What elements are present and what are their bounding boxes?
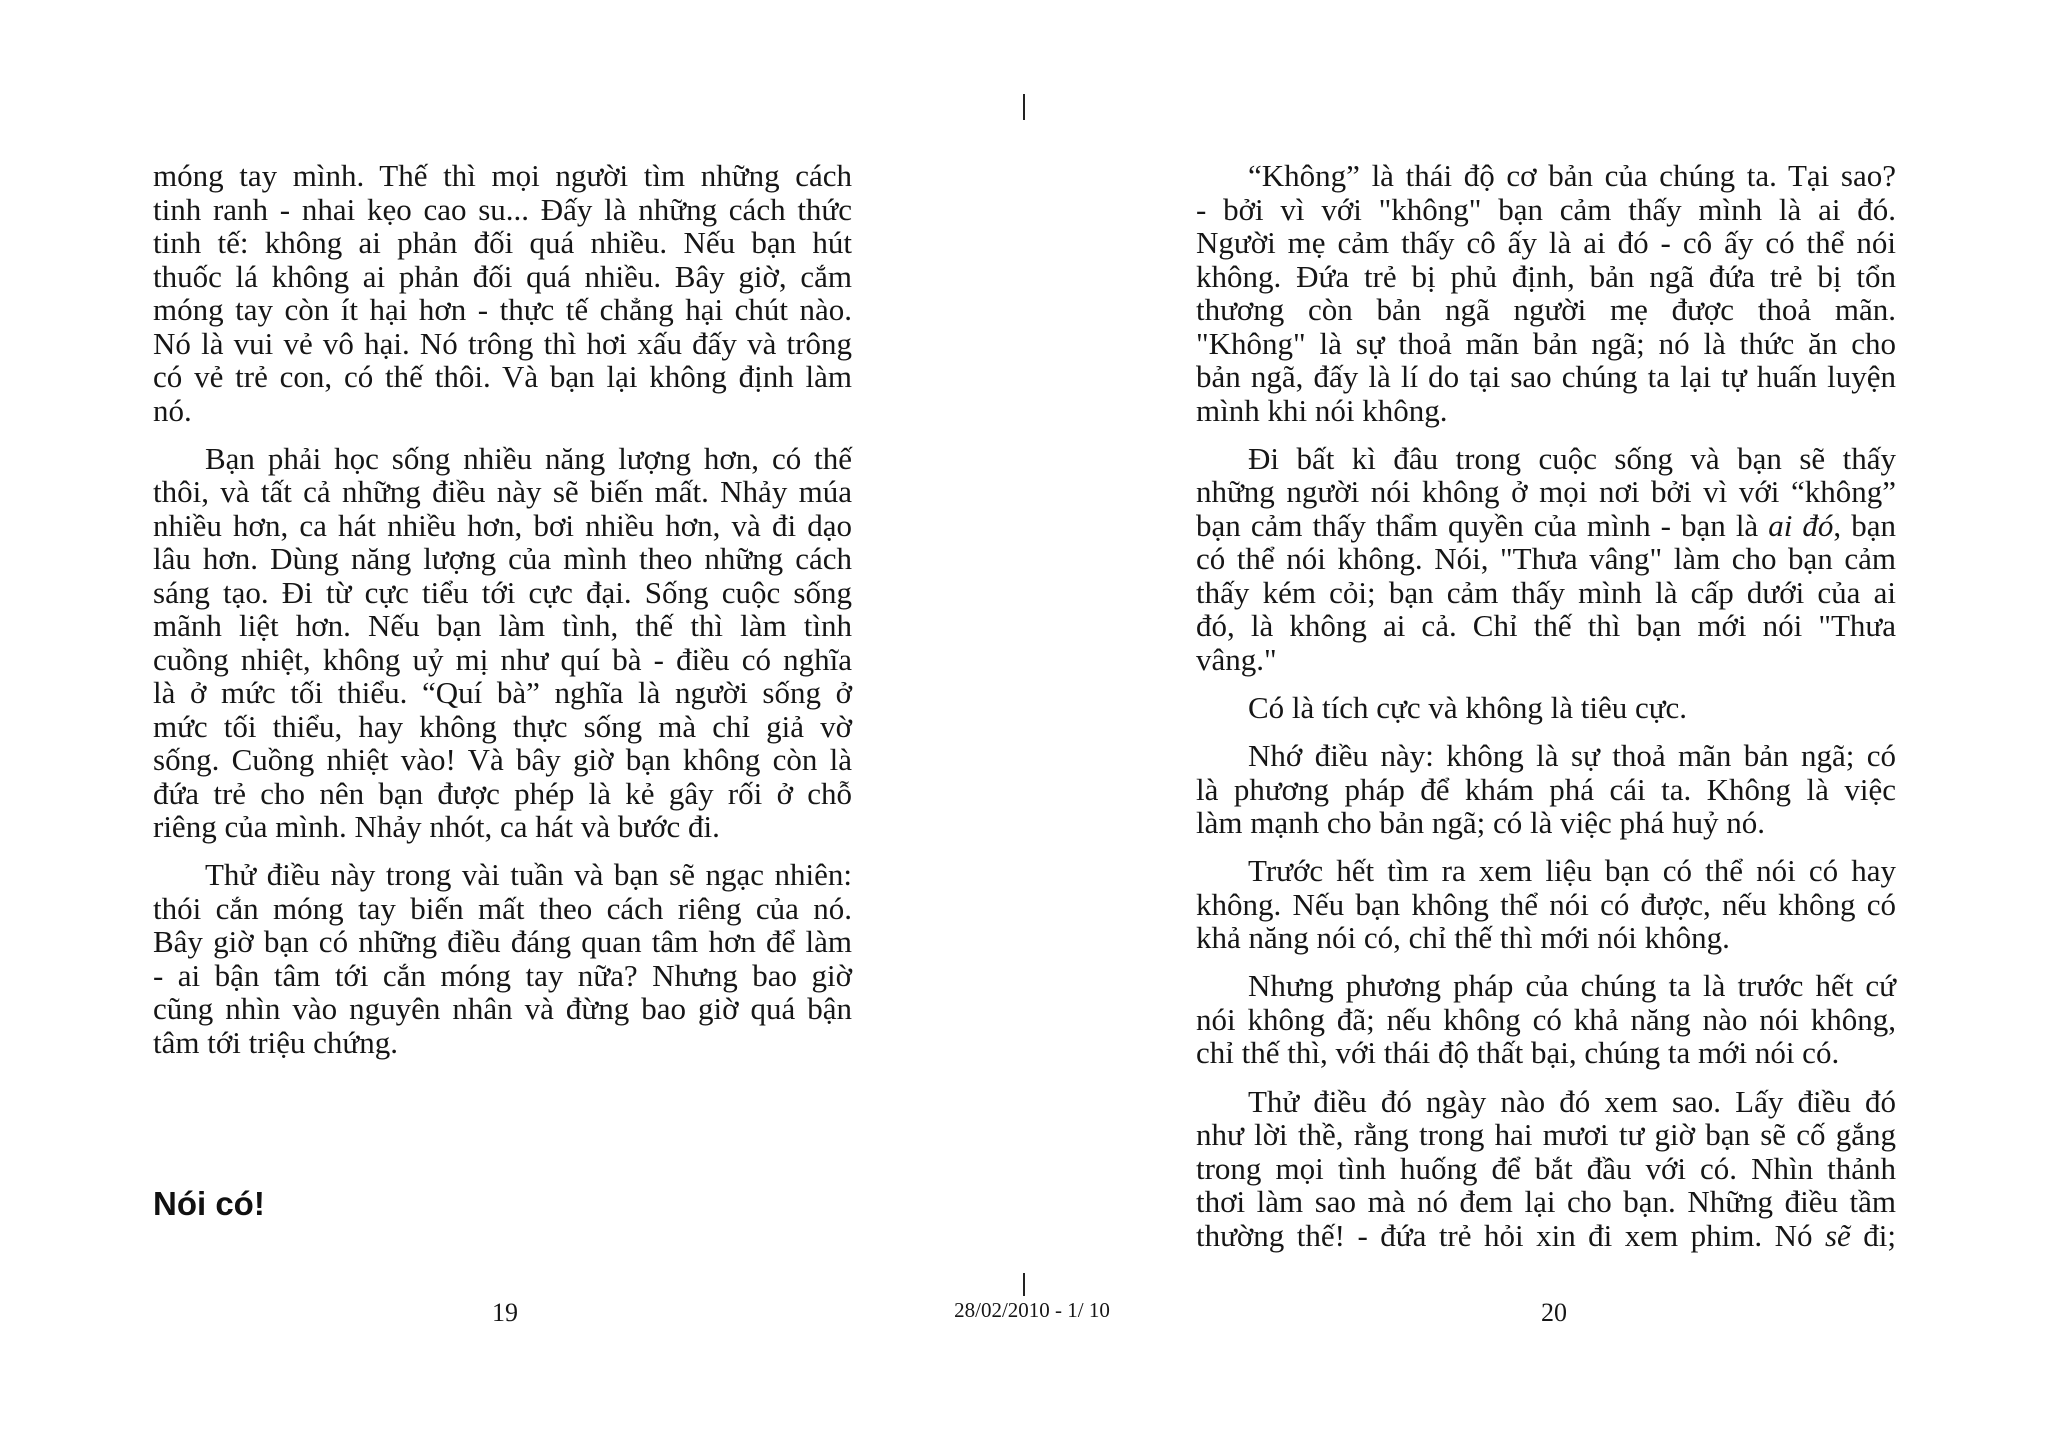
text-line: không. Nếu bạn không thể nói có được, nếu không có <box>1196 886 1896 922</box>
emphasis-text: ai đó <box>1768 507 1834 543</box>
text-line: có thể nói không. Nói, "Thưa vâng" làm cho bạn cảm <box>1196 541 1896 577</box>
text-line: nhiều hơn, ca hát nhiều hơn, bơi nhiều hơn, và đi dạo <box>153 507 852 543</box>
text-line: thôi, và tất cả những điều này sẽ biến mất. Nhảy múa <box>153 474 852 510</box>
text-line: làm mạnh cho bản ngã; có là việc phá huỷ nó. <box>1196 805 1766 841</box>
text-line: Đi bất kì đâu trong cuộc sống và bạn sẽ thấy <box>1248 440 1896 476</box>
page-number-left: 19 <box>492 1298 518 1327</box>
text-line: đứa trẻ cho nên bạn được phép là kẻ gây rối ở chỗ <box>153 775 852 811</box>
paragraph <box>153 159 852 427</box>
paragraph <box>153 858 852 1059</box>
text-line: Thử điều đó ngày nào đó xem sao. Lấy điều đó <box>1248 1083 1896 1119</box>
right-page <box>1024 0 2048 1448</box>
paragraph <box>1196 854 1896 955</box>
text-line: Người mẹ cảm thấy cô ấy là ai đó - cô ấy có thể nói <box>1196 225 1896 260</box>
paragraph <box>1196 442 1896 677</box>
text-line: mãnh liệt hơn. Nếu bạn làm tình, thế thì làm tình <box>153 608 852 644</box>
section-heading: Nói có! <box>153 1185 265 1222</box>
text-line: tâm tới triệu chứng. <box>153 1024 398 1060</box>
paragraph <box>1196 1085 1896 1253</box>
text-line: thấy kém cỏi; bạn cảm thấy mình là cấp dưới của ai <box>1196 574 1896 610</box>
text-line <box>1196 1219 1896 1253</box>
text-line: có vẻ trẻ con, có thế thôi. Và bạn lại không định làm <box>153 359 852 394</box>
text-line: khả năng nói có, chỉ thế thì mới nói không. <box>1196 920 1730 956</box>
text-run: đi; <box>1850 1217 1897 1253</box>
text-line: những người nói không ở mọi nơi bởi vì với “không” <box>1196 474 1896 510</box>
text-line: - ai bận tâm tới cắn móng tay nữa? Nhưng bao giờ <box>153 957 852 993</box>
text-line: “Không” là thái độ cơ bản của chúng ta. Tại sao? <box>1248 158 1896 193</box>
text-line: đó, là không ai cả. Chỉ thế thì bạn mới nói "Thưa <box>1196 608 1896 644</box>
text-line: móng tay mình. Thế thì mọi người tìm những cách <box>153 158 852 193</box>
text-line: Trước hết tìm ra xem liệu bạn có thể nói có hay <box>1248 853 1896 889</box>
text-line <box>1196 509 1896 543</box>
left-page-text-column <box>153 159 852 1074</box>
text-line: Bây giờ bạn có những điều đáng quan tâm hơn để làm <box>153 924 852 960</box>
text-run: thường thế! - đứa trẻ hỏi xin đi xem phim. Nó <box>1196 1217 1825 1253</box>
text-line: lâu hơn. Dùng năng lượng của mình theo những cách <box>153 541 852 577</box>
text-line: là ở mức tối thiểu. “Quí bà” nghĩa là người sống ở <box>153 675 852 711</box>
text-line: thơi làm sao mà nó đem lại cho bạn. Những điều tầm <box>1196 1184 1896 1220</box>
text-line: Nhớ điều này: không là sự thoả mãn bản ngã; có <box>1248 738 1896 774</box>
paragraph <box>1196 159 1896 427</box>
text-line: vâng." <box>1196 641 1277 677</box>
page-number-right: 20 <box>1541 1298 1567 1327</box>
text-line: Bạn phải học sống nhiều năng lượng hơn, có thế <box>205 440 852 476</box>
text-run: , bạn <box>1833 507 1896 543</box>
text-line: thương còn bản ngã người mẹ được thoả mãn. <box>1196 292 1896 327</box>
text-line: riêng của mình. Nhảy nhót, ca hát và bước đi. <box>153 809 720 845</box>
text-run: bạn cảm thấy thẩm quyền của mình - bạn là <box>1196 507 1769 543</box>
text-line: không. Đứa trẻ bị phủ định, bản ngã đứa trẻ bị tổn <box>1196 258 1896 294</box>
text-line: Thử điều này trong vài tuần và bạn sẽ ngạc nhiên: <box>205 857 852 893</box>
paragraph <box>1196 739 1896 840</box>
emphasis-text: sẽ <box>1824 1217 1851 1253</box>
text-line: Nó là vui vẻ vô hại. Nó trông thì hơi xấu đấy và trông <box>153 325 852 361</box>
text-line: như lời thề, rằng trong hai mươi tư giờ bạn sẽ cố gắng <box>1196 1117 1896 1153</box>
text-line: tinh tế: không ai phản đối quá nhiều. Nếu bạn hút <box>153 225 852 260</box>
right-page-text-column <box>1196 159 1896 1267</box>
text-line: sáng tạo. Đi từ cực tiểu tới cực đại. Sống cuộc sống <box>153 574 852 610</box>
text-line: mình khi nói không. <box>1196 392 1448 428</box>
text-line: là phương pháp để khám phá cái ta. Không là việc <box>1196 771 1896 807</box>
paragraph <box>1196 691 1896 725</box>
text-line: bản ngã, đấy là lí do tại sao chúng ta lại tự huấn luyện <box>1196 359 1896 394</box>
text-line: nó. <box>153 392 192 428</box>
text-line: Có là tích cực và không là tiêu cực. <box>1248 689 1688 725</box>
text-line: - bởi vì với "không" bạn cảm thấy mình là ai đó. <box>1196 191 1896 227</box>
paragraph <box>153 442 852 844</box>
text-line: chỉ thế thì, với thái độ thất bại, chúng ta mới nói có. <box>1196 1035 1840 1071</box>
text-line: mức tối thiểu, hay không thực sống mà chỉ giả vờ <box>153 708 852 744</box>
text-line: cuồng nhiệt, không uỷ mị như quí bà - điều có nghĩa <box>153 641 852 677</box>
text-line: Nhưng phương pháp của chúng ta là trước hết cứ <box>1248 968 1896 1004</box>
text-line: thuốc lá không ai phản đối quá nhiều. Bây giờ, cắm <box>153 258 852 294</box>
center-fold-mark-bottom <box>1023 1273 1025 1296</box>
text-line: tinh ranh - nhai kẹo cao su... Đấy là những cách thức <box>153 191 852 227</box>
text-line: nói không đã; nếu không có khả năng nào nói không, <box>1196 1001 1896 1037</box>
print-date-stamp: 28/02/2010 - 1/ 10 <box>954 1298 1110 1322</box>
text-line: móng tay còn ít hại hơn - thực tế chẳng hại chút nào. <box>153 292 852 327</box>
text-line: sống. Cuồng nhiệt vào! Và bây giờ bạn không còn là <box>153 742 852 778</box>
text-line: thói cắn móng tay biến mất theo cách riêng của nó. <box>153 890 852 926</box>
text-line: trong mọi tình huống để bắt đầu với có. Nhìn thảnh <box>1196 1150 1896 1186</box>
text-line: cũng nhìn vào nguyên nhân và đừng bao giờ quá bận <box>153 991 852 1027</box>
paragraph <box>1196 969 1896 1070</box>
text-line: "Không" là sự thoả mãn bản ngã; nó là thức ăn cho <box>1196 325 1896 361</box>
